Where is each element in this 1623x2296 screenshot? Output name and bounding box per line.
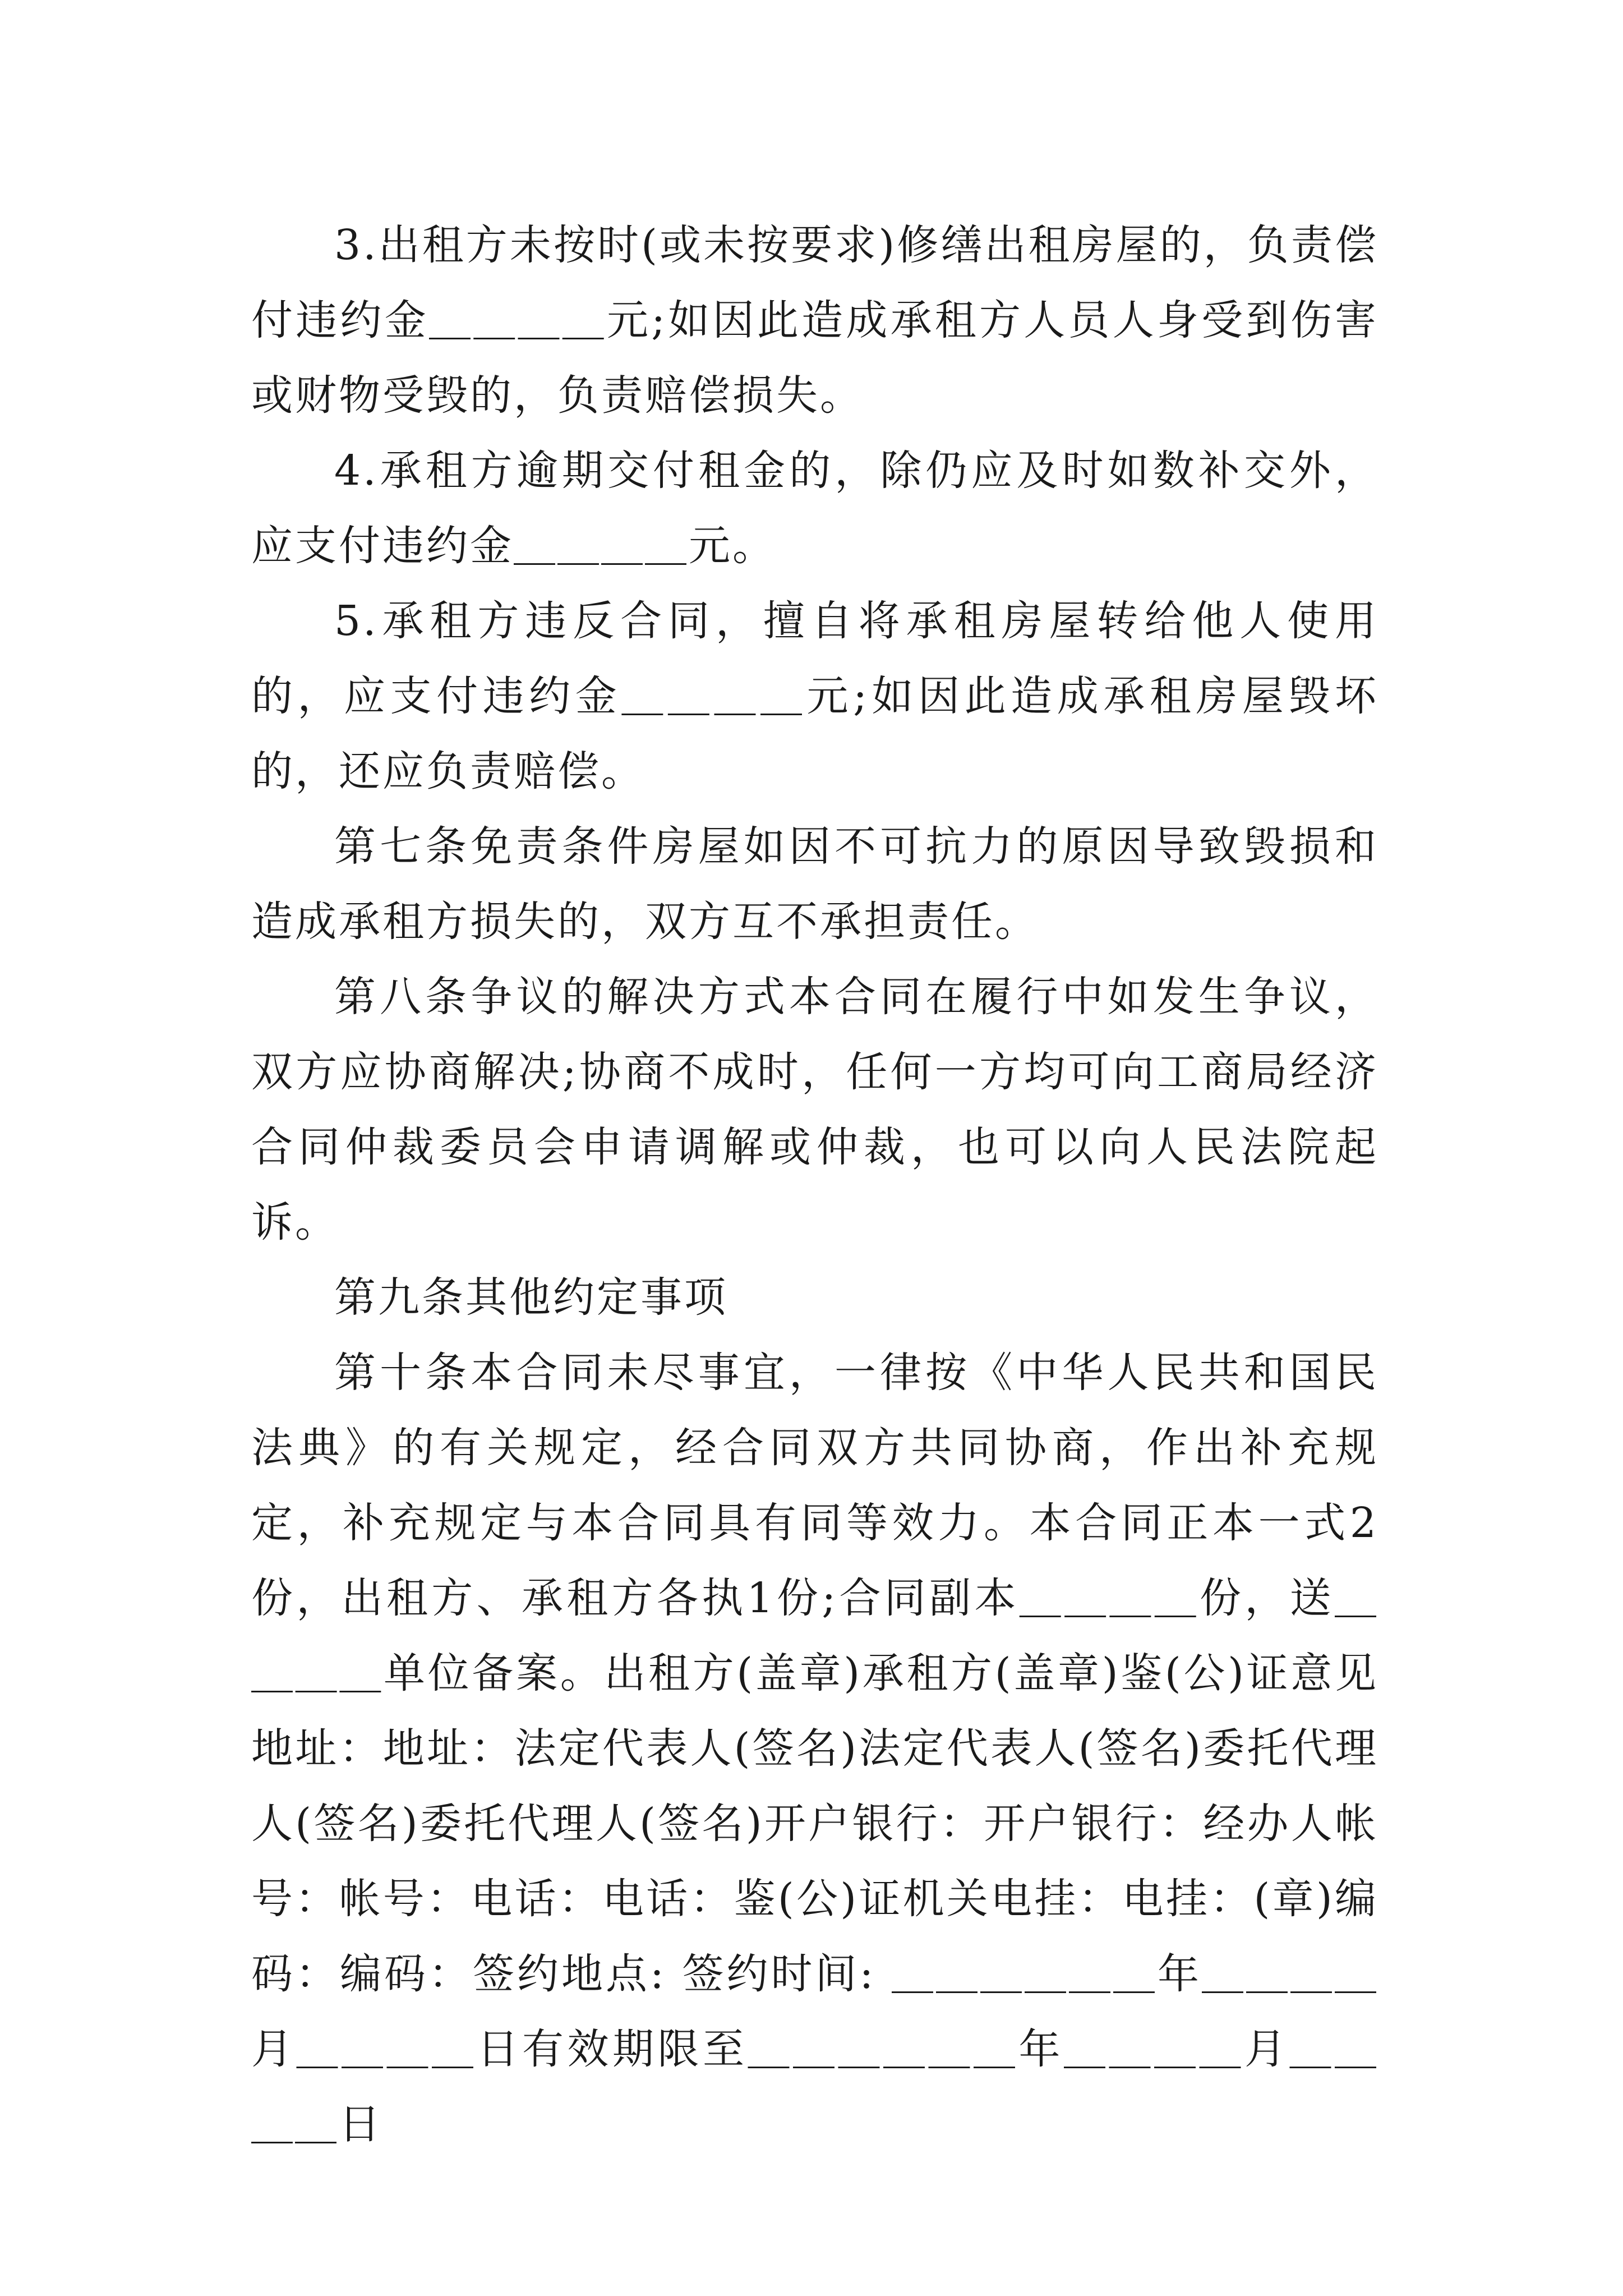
article-9-paragraph: 第九条其他约定事项 bbox=[334, 1273, 728, 1322]
clause-paragraph-5: 5.承租方违反合同，擅自将承租房屋转给他人使用的，应支付违约金＿＿＿＿元;如因此造成承租房屋毁坏的，还应负责赔偿。 bbox=[251, 597, 1378, 795]
article-7-paragraph: 第七条免责条件房屋如因不可抗力的原因导致毁损和造成承租方损失的，双方互不承担责任。 bbox=[251, 822, 1378, 946]
article-8-paragraph: 第八条争议的解决方式本合同在履行中如发生争议，双方应协商解决;协商不成时，任何一方均可向工商局经济合同仲裁委员会申请调解或仲裁，也可以向人民法院起诉。 bbox=[251, 973, 1378, 1246]
clause-paragraph-3: 3.出租方未按时(或未按要求)修缮出租房屋的，负责偿付违约金＿＿＿＿元;如因此造成承租方人员人身受到伤害或财物受毁的，负责赔偿损失。 bbox=[251, 221, 1378, 420]
article-10-paragraph: 第十条本合同未尽事宜，一律按《中华人民共和国民法典》的有关规定，经合同双方共同协商，作出补充规定，补充规定与本合同具有同等效力。本合同正本一式2份，出租方、承租方各执1份;合同副本＿＿＿＿份，送＿＿＿＿单位备案。出租方(盖章)承租方(盖章)鉴(公)证意见地址：地址：法定代表人(签名)法定代表人(签名)委托代理人(签名)委托代理人(签名)开户银行：开户银行：经办人帐号：帐号：电话：电话：鉴(公)证机关电挂：电挂：(章)编码：编码：签约地点: 签约时间: ＿＿＿＿＿＿年＿＿＿＿月＿＿＿＿日有效期限至＿＿＿＿＿＿年＿＿＿＿月＿＿＿＿日 bbox=[251, 1349, 1378, 2148]
clause-paragraph-4: 4.承租方逾期交付租金的，除仍应及时如数补交外，应支付违约金＿＿＿＿元。 bbox=[251, 447, 1378, 570]
document-body bbox=[251, 208, 1378, 2162]
